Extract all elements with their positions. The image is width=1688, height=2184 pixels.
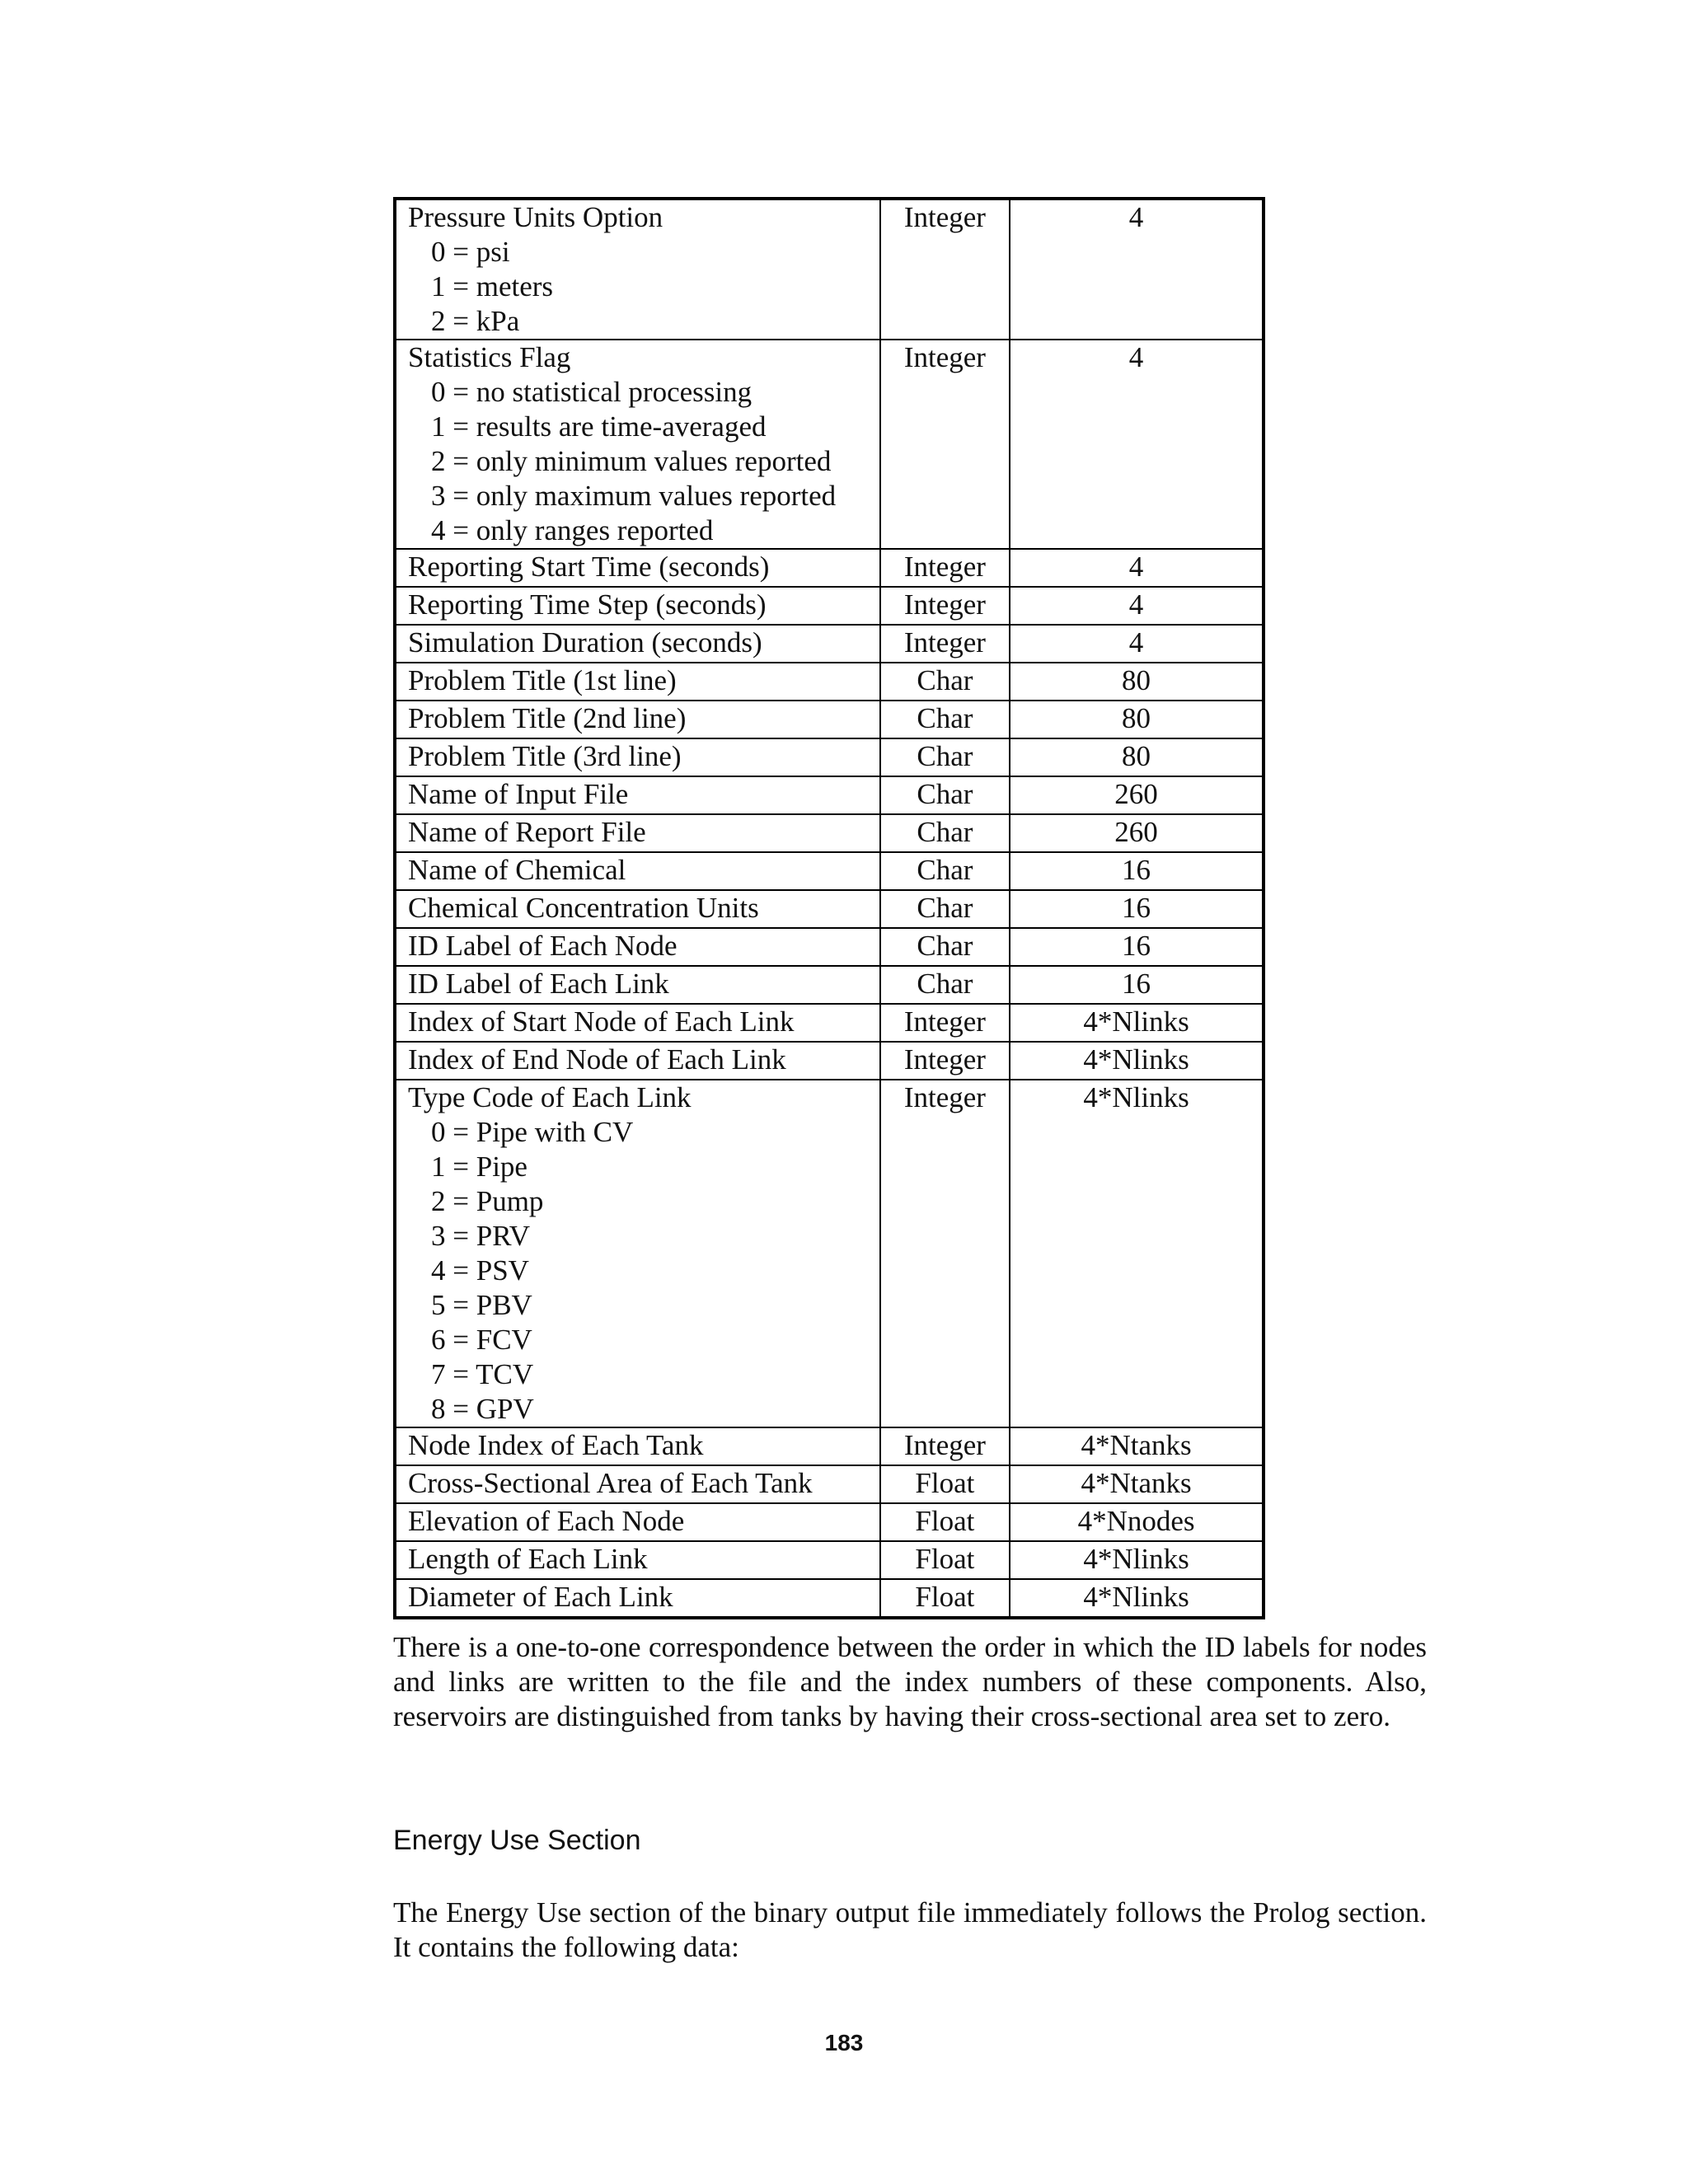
field-description: Pressure Units Option [408,201,663,233]
option-code: 2 = kPa [431,305,520,337]
description-cell [395,966,880,1004]
table-row [395,1541,1264,1579]
description-cell [395,928,880,966]
table-row [395,1465,1264,1503]
description-cell [395,1541,880,1579]
table-row [395,814,1264,852]
description-cell [395,701,880,738]
table-row [395,1042,1264,1080]
data-type-cell: Char [880,890,1010,928]
byte-size-cell: 4 [1010,587,1264,625]
byte-size-cell: 80 [1010,663,1264,701]
data-type-cell: Integer [880,1042,1010,1080]
description-cell [395,776,880,814]
paragraph-energy-use-intro: The Energy Use section of the binary output file immediately follows the Prolog section. It contains the following data: [393,1896,1427,1963]
field-description: Problem Title (3rd line) [408,740,682,772]
table-row [395,663,1264,701]
option-code: 3 = PRV [431,1220,531,1252]
data-type-cell: Integer [880,199,1010,340]
option-code: 6 = FCV [431,1324,532,1356]
byte-size-cell: 80 [1010,701,1264,738]
byte-size-cell: 4*Ntanks [1010,1465,1264,1503]
field-description: Name of Chemical [408,854,626,886]
data-type-cell: Char [880,663,1010,701]
byte-size-cell: 16 [1010,890,1264,928]
data-type-cell: Integer [880,549,1010,587]
option-code: 1 = Pipe [431,1151,528,1183]
option-code: 7 = TCV [431,1358,534,1390]
byte-size-cell: 4*Nlinks [1010,1042,1264,1080]
byte-size-cell: 4*Ntanks [1010,1427,1264,1465]
option-code: 1 = meters [431,270,554,302]
table-row [395,776,1264,814]
data-type-cell: Float [880,1541,1010,1579]
field-description: Index of End Node of Each Link [408,1043,786,1076]
data-type-cell: Float [880,1579,1010,1618]
field-description: Reporting Time Step (seconds) [408,588,767,621]
option-code: 5 = PBV [431,1289,532,1321]
field-description: ID Label of Each Node [408,930,678,962]
byte-size-cell: 16 [1010,966,1264,1004]
field-description: Cross-Sectional Area of Each Tank [408,1467,813,1499]
data-type-cell: Integer [880,587,1010,625]
field-description: Chemical Concentration Units [408,892,759,924]
description-cell [395,587,880,625]
table-row [395,587,1264,625]
byte-size-cell: 80 [1010,738,1264,776]
description-cell [395,1503,880,1541]
description-cell [395,814,880,852]
table-row [395,852,1264,890]
byte-size-cell: 4*Nlinks [1010,1579,1264,1618]
field-description: ID Label of Each Link [408,968,669,1000]
page-number: 183 [824,2030,864,2055]
data-type-cell: Integer [880,1004,1010,1042]
description-cell [395,1579,880,1618]
data-type-cell: Float [880,1465,1010,1503]
option-code: 1 = results are time-averaged [431,410,767,443]
option-code: 3 = only maximum values reported [431,480,837,512]
data-type-cell: Float [880,1503,1010,1541]
table-row [395,1080,1264,1427]
table-row [395,1427,1264,1465]
option-code: 8 = GPV [431,1393,534,1425]
field-description: Name of Report File [408,816,646,848]
table-row [395,340,1264,549]
field-description: Problem Title (2nd line) [408,702,687,734]
table-row [395,1503,1264,1541]
table-row [395,890,1264,928]
paragraph-id-label-correspondence: There is a one-to-one correspondence between the order in which the ID labels for nodes and links are written to the file and the index numbers of these components. Also, reservoirs are distinguished from tanks by having their cross-sectional area set to zero. [393,1631,1427,1732]
description-cell [395,1042,880,1080]
table-row [395,928,1264,966]
byte-size-cell: 4 [1010,340,1264,549]
data-type-cell: Char [880,966,1010,1004]
table-row [395,625,1264,663]
byte-size-cell: 16 [1010,928,1264,966]
data-type-cell: Char [880,738,1010,776]
description-cell [395,738,880,776]
table-row [395,549,1264,587]
option-code: 2 = only minimum values reported [431,445,832,477]
description-cell [395,852,880,890]
description-cell [395,340,880,549]
description-cell [395,549,880,587]
table-row [395,738,1264,776]
description-cell [395,199,880,340]
field-description: Elevation of Each Node [408,1505,685,1537]
description-cell [395,890,880,928]
option-code: 2 = Pump [431,1185,544,1217]
field-description: Diameter of Each Link [408,1581,673,1613]
byte-size-cell: 4*Nlinks [1010,1080,1264,1427]
description-cell [395,1080,880,1427]
field-description: Length of Each Link [408,1543,648,1575]
field-description: Statistics Flag [408,341,571,373]
byte-size-cell: 4*Nlinks [1010,1004,1264,1042]
option-code: 0 = no statistical processing [431,376,753,408]
data-type-cell: Integer [880,1080,1010,1427]
section-heading: Energy Use Section [393,1825,641,1856]
table-row [395,966,1264,1004]
byte-size-cell: 16 [1010,852,1264,890]
description-cell [395,1427,880,1465]
table-row [395,1579,1264,1618]
prolog-data-table [393,197,1265,1619]
field-description: Simulation Duration (seconds) [408,626,762,658]
field-description: Problem Title (1st line) [408,664,677,696]
table-body [395,199,1264,1618]
field-description: Type Code of Each Link [408,1081,692,1113]
byte-size-cell: 260 [1010,814,1264,852]
table-row [395,199,1264,340]
byte-size-cell: 4 [1010,625,1264,663]
table-row [395,1004,1264,1042]
byte-size-cell: 4 [1010,549,1264,587]
field-description: Node Index of Each Tank [408,1429,704,1461]
data-type-cell: Char [880,928,1010,966]
byte-size-cell: 4*Nlinks [1010,1541,1264,1579]
field-description: Index of Start Node of Each Link [408,1005,795,1038]
byte-size-cell: 4*Nnodes [1010,1503,1264,1541]
field-description: Name of Input File [408,778,629,810]
byte-size-cell: 260 [1010,776,1264,814]
option-code: 4 = PSV [431,1254,529,1286]
field-description: Reporting Start Time (seconds) [408,551,770,583]
data-type-cell: Char [880,701,1010,738]
table-row [395,701,1264,738]
data-type-cell: Char [880,814,1010,852]
data-type-cell: Integer [880,1427,1010,1465]
data-type-cell: Integer [880,340,1010,549]
option-code: 0 = psi [431,236,510,268]
data-type-cell: Char [880,776,1010,814]
data-type-cell: Integer [880,625,1010,663]
description-cell [395,1004,880,1042]
option-code: 0 = Pipe with CV [431,1116,634,1148]
description-cell [395,1465,880,1503]
description-cell [395,663,880,701]
description-cell [395,625,880,663]
data-type-cell: Char [880,852,1010,890]
byte-size-cell: 4 [1010,199,1264,340]
option-code: 4 = only ranges reported [431,514,714,546]
